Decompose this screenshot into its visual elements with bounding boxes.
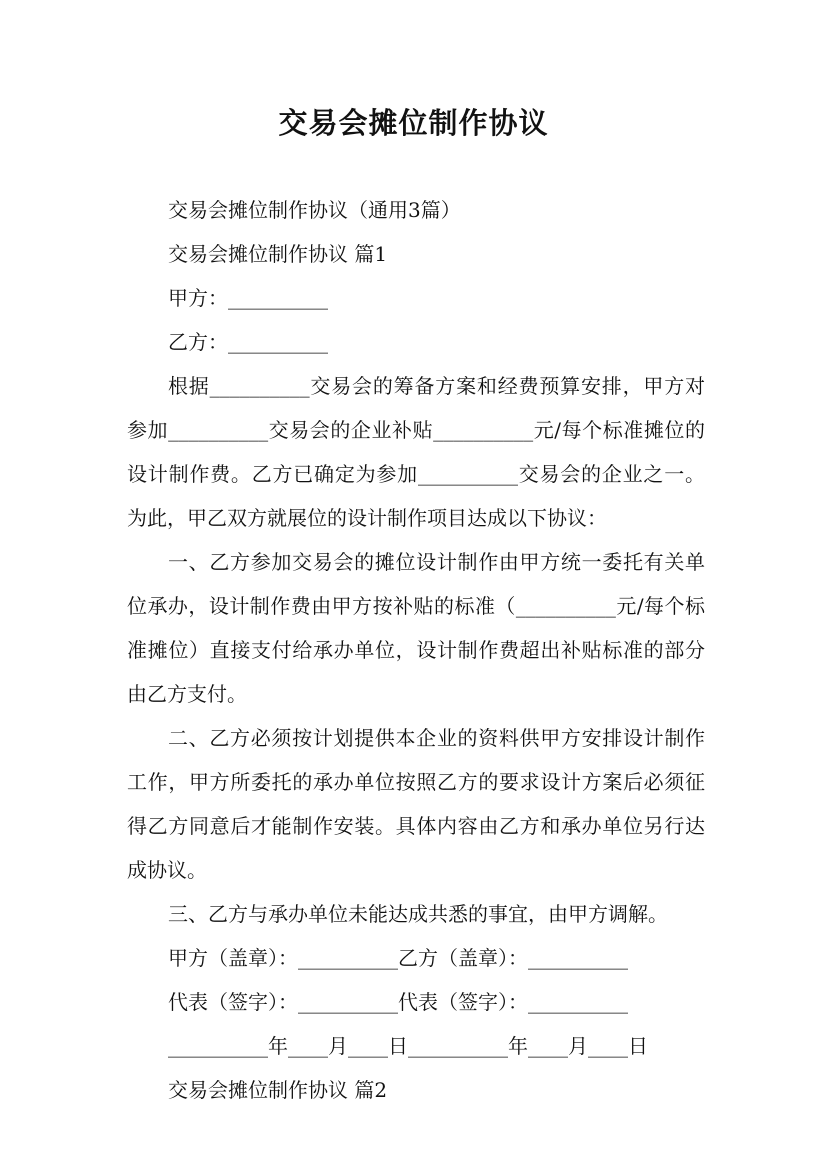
seal-line: 甲方（盖章）：__________乙方（盖章）：__________ [168, 946, 628, 970]
intro-paragraph: 根据__________交易会的筹备方案和经费预算安排，甲方对参加__________交易会的企业补贴__________元/每个标准摊位的设计制作费。乙方已确定为参加__________交易会的企业之一。为此，甲乙双方就展位的设计制作项目达成以下协议： [127, 374, 705, 530]
sign-line: 代表（签字）：__________代表（签字）：__________ [168, 990, 628, 1014]
date-line: __________年____月____日__________年____月____日 [168, 1034, 648, 1058]
part2-heading: 交易会摊位制作协议 篇2 [168, 1078, 388, 1102]
party-a-line: 甲方：__________ [168, 286, 328, 310]
party-b-line: 乙方：__________ [168, 330, 328, 354]
doc-heading: 交易会摊位制作协议（通用3篇） [168, 198, 461, 222]
document-title: 交易会摊位制作协议 [278, 106, 549, 140]
document-body [127, 188, 705, 1112]
clause-1: 一、乙方参加交易会的摊位设计制作由甲方统一委托有关单位承办，设计制作费由甲方按补贴的标准（__________元/每个标准摊位）直接支付给承办单位，设计制作费超出补贴标准的部分由乙方支付。 [127, 550, 705, 706]
part1-heading: 交易会摊位制作协议 篇1 [168, 242, 388, 266]
clause-2: 二、乙方必须按计划提供本企业的资料供甲方安排设计制作工作，甲方所委托的承办单位按照乙方的要求设计方案后必须征得乙方同意后才能制作安装。具体内容由乙方和承办单位另行达成协议。 [127, 726, 705, 882]
clause-3: 三、乙方与承办单位未能达成共悉的事宜，由甲方调解。 [168, 902, 668, 926]
